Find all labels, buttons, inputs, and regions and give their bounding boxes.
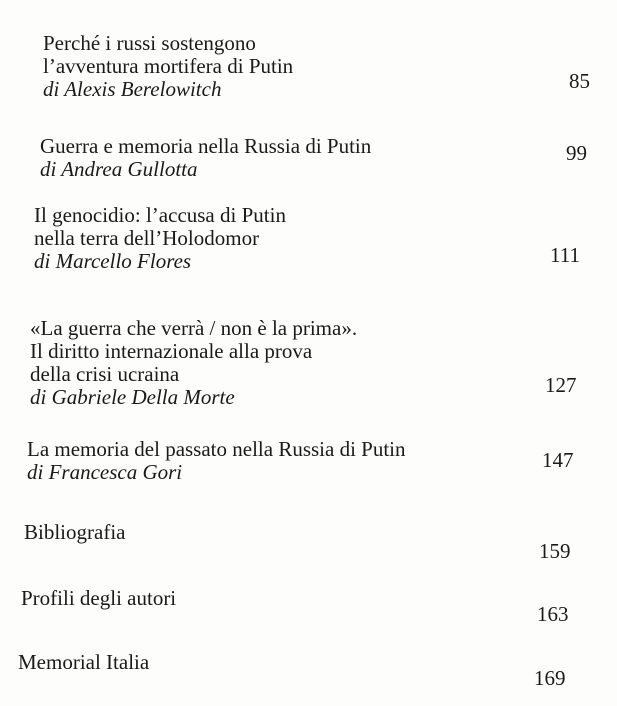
section-page-number: 159: [539, 539, 571, 563]
section-title: Memorial Italia: [18, 650, 150, 674]
entry-title-line: Guerra e memoria nella Russia di Putin: [40, 134, 372, 158]
entry-title-line: nella terra dell’Holodomor: [34, 226, 260, 250]
entry-title-line: «La guerra che verrà / non è la prima».: [30, 316, 358, 340]
entry-page-number: 111: [550, 243, 580, 267]
entry-title-line: Il genocidio: l’accusa di Putin: [34, 203, 286, 227]
toc-entry: [30, 317, 357, 409]
entry-page-number: 85: [569, 69, 590, 93]
entry-title-line: della crisi ucraina: [30, 362, 180, 386]
entry-title-line: Perché i russi sostengono: [43, 31, 256, 55]
entry-page-number: 99: [566, 141, 587, 165]
toc-entry: [43, 32, 293, 101]
entry-author: di Marcello Flores: [34, 249, 192, 273]
entry-author: di Gabriele Della Morte: [30, 385, 235, 409]
entry-page-number: 147: [542, 448, 574, 472]
entry-page-number: 127: [545, 373, 577, 397]
section-title: Bibliografia: [24, 520, 126, 544]
toc-entry: [27, 438, 406, 484]
entry-title-line: l’avventura mortifera di Putin: [43, 54, 294, 78]
entry-title-line: La memoria del passato nella Russia di Putin: [27, 437, 406, 461]
section-page-number: 163: [537, 602, 569, 626]
entry-title-line: Il diritto internazionale alla prova: [30, 339, 313, 363]
section-page-number: 169: [534, 666, 566, 690]
entry-author: di Francesca Gori: [27, 460, 183, 484]
section-title: Profili degli autori: [21, 586, 177, 610]
toc-entry: [34, 204, 286, 273]
toc-entry: [40, 135, 371, 181]
entry-author: di Alexis Berelowitch: [43, 77, 222, 101]
entry-author: di Andrea Gullotta: [40, 157, 198, 181]
